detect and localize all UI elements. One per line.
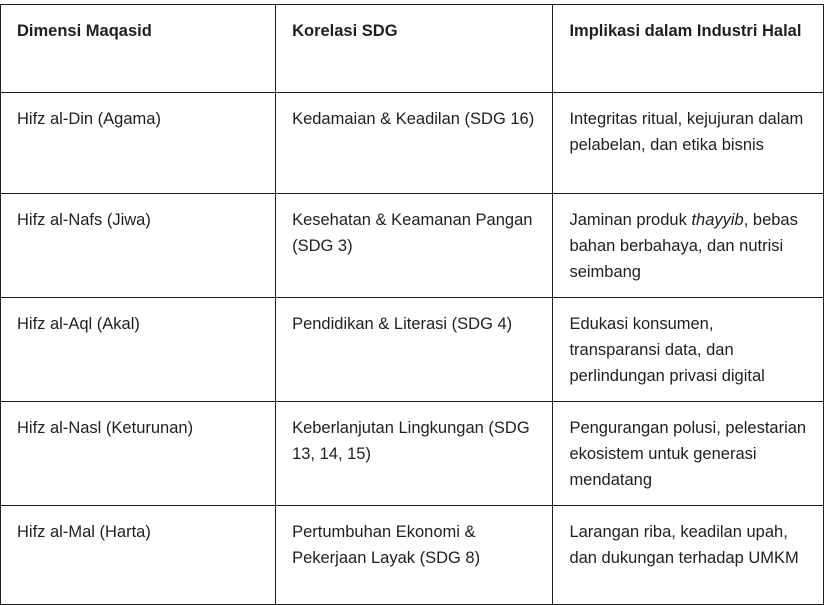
cell-sdg: Kesehatan & Keamanan Pangan (SDG 3) [276, 194, 553, 298]
implication-text-emphasis: thayyib [691, 211, 744, 229]
cell-implication [553, 194, 824, 298]
cell-sdg: Pertumbuhan Ekonomi & Pekerjaan Layak (SDG 8) [276, 506, 553, 605]
cell-dimension: Hifz al-Din (Agama) [1, 93, 276, 194]
table-row [1, 194, 824, 298]
cell-dimension: Hifz al-Mal (Harta) [1, 506, 276, 605]
cell-sdg: Pendidikan & Literasi (SDG 4) [276, 298, 553, 402]
header-implikasi: Implikasi dalam Industri Halal [553, 5, 824, 93]
cell-implication: Pengurangan polusi, pelestarian ekosistem untuk generasi mendatang [553, 402, 824, 506]
cell-implication: Integritas ritual, kejujuran dalam pelabelan, dan etika bisnis [553, 93, 824, 194]
header-korelasi-sdg: Korelasi SDG [276, 5, 553, 93]
implication-text-pre: Jaminan produk [569, 211, 692, 229]
table-row [1, 93, 824, 194]
cell-sdg: Keberlanjutan Lingkungan (SDG 13, 14, 15) [276, 402, 553, 506]
table-row [1, 402, 824, 506]
implication-text-post: , bebas bahan berbahaya, dan nutrisi seimbang [569, 211, 798, 281]
table-row [1, 506, 824, 605]
table-row [1, 298, 824, 402]
maqasid-sdg-table [0, 4, 824, 605]
cell-implication: Larangan riba, keadilan upah, dan dukungan terhadap UMKM [553, 506, 824, 605]
cell-dimension: Hifz al-Nasl (Keturunan) [1, 402, 276, 506]
cell-implication: Edukasi konsumen, transparansi data, dan perlindungan privasi digital [553, 298, 824, 402]
cell-sdg: Kedamaian & Keadilan (SDG 16) [276, 93, 553, 194]
cell-dimension: Hifz al-Nafs (Jiwa) [1, 194, 276, 298]
table-header-row [1, 5, 824, 93]
cell-dimension: Hifz al-Aql (Akal) [1, 298, 276, 402]
header-dimensi-maqasid: Dimensi Maqasid [1, 5, 276, 93]
